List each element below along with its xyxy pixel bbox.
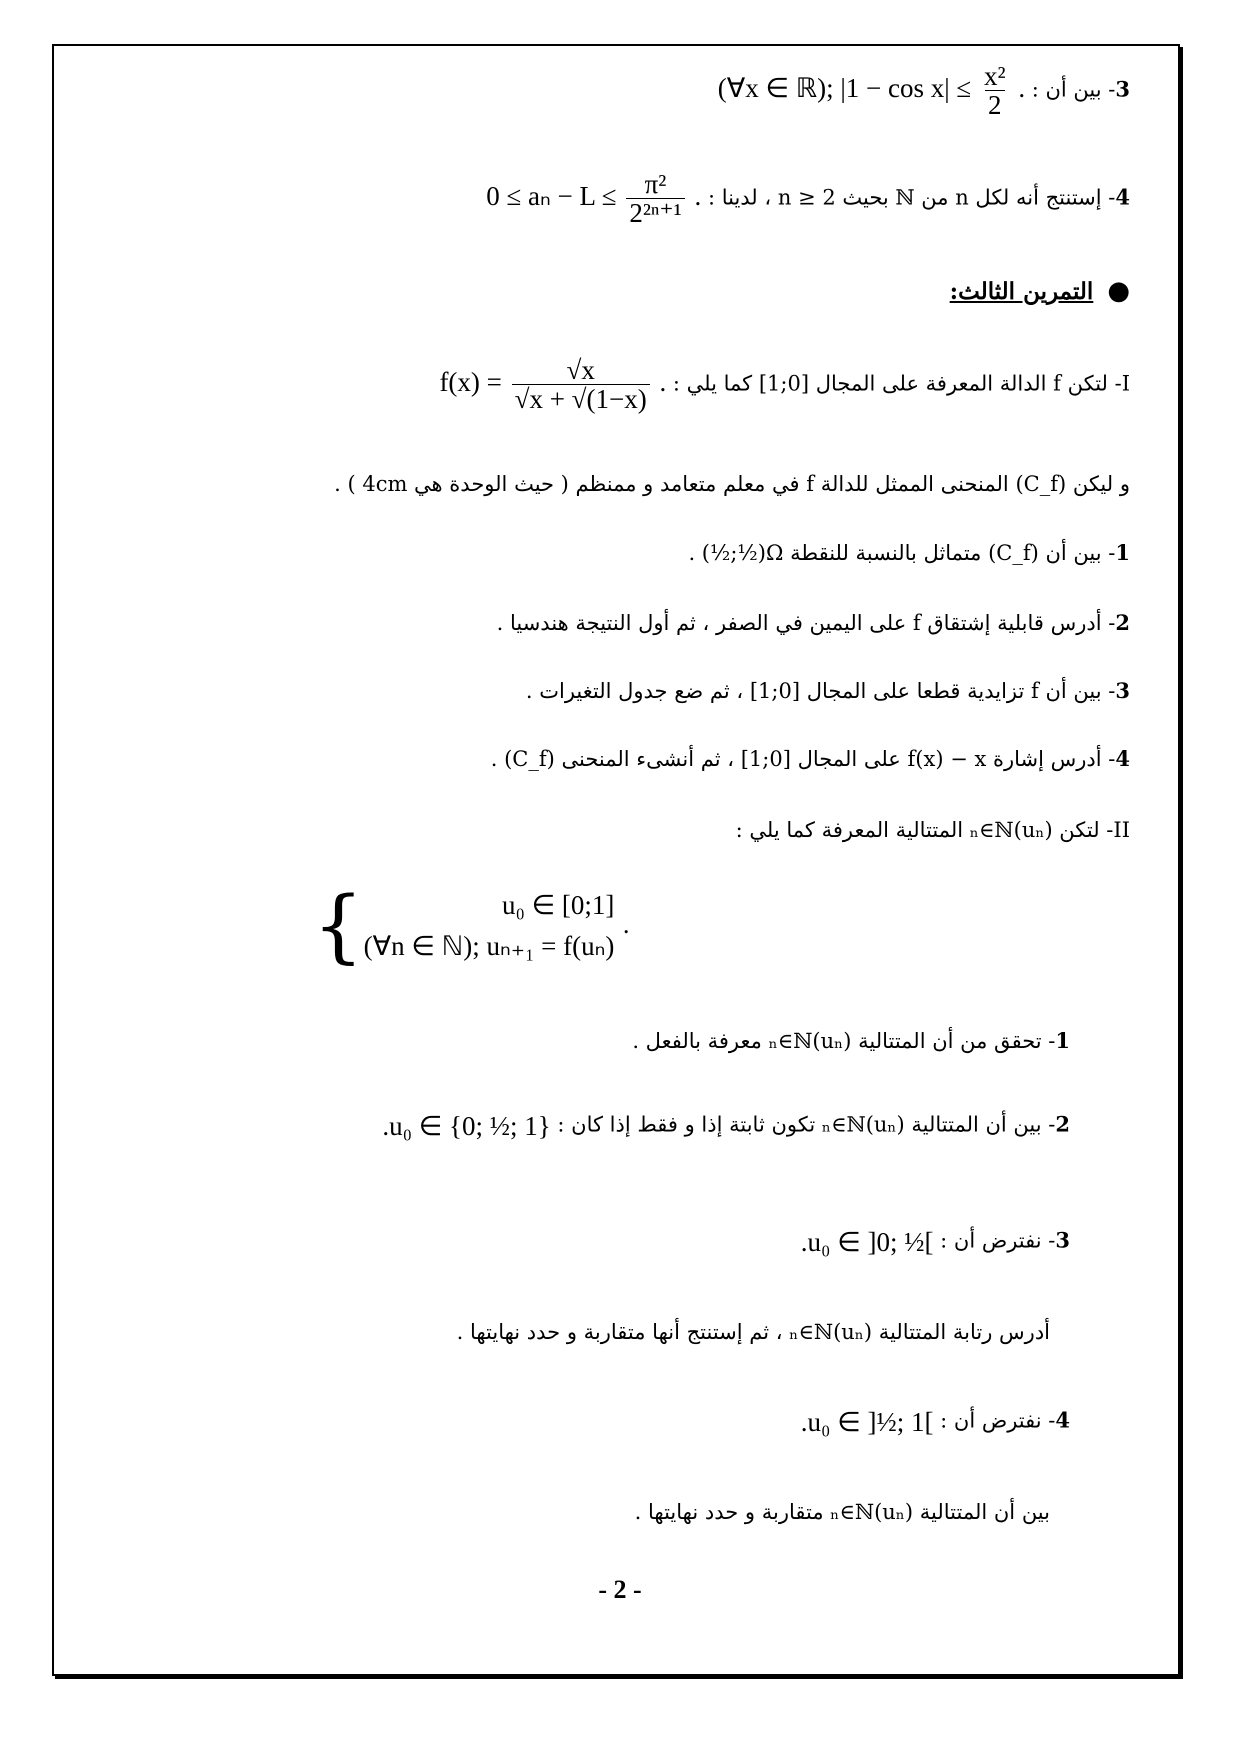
part-1-fraction [512,356,650,414]
part-2-question-4-number: 4 [1055,1407,1070,1433]
part-2-question-1 [0,1028,1240,1054]
part-2-question-4 [0,1406,1240,1438]
question-3-formula-left: (∀x ∈ ℝ); |1 − cos x| ≤ [717,73,972,104]
part-2-question-3-sub: أدرس رتابة المتتالية (uₙ)ₙ∈ℕ ، ثم إستنتج أنها متقاربة و حدد نهايتها . [456,1320,1050,1344]
sequence-system [0,878,1240,972]
part-1-question-2-number: 2 [1115,610,1130,635]
part-2-question-1-text: - تحقق من أن المتتالية (uₙ)ₙ∈ℕ معرفة بالفعل . [632,1029,1056,1053]
part-2-question-3-formula: u₀ ∈ ]0; ½[ [807,1227,934,1257]
part-2-definition: II- لتكن (uₙ)ₙ∈ℕ المتتالية المعرفة كما يلي : [735,818,1130,842]
exercise-3-title: التمرين الثالث: [949,278,1094,305]
part-1-question-4 [0,746,1240,772]
part-2-question-4-text: - نفترض أن : [940,1408,1056,1433]
part-2-question-3-number: 3 [1055,1227,1070,1253]
bullet-icon: ● [1107,276,1130,306]
question-3-formula: (∀x ∈ ℝ); |1 − cos x| ≤ $\frac{\text{x²}}{2}$ . [717,61,1026,121]
question-3-text: - بين أن : [1031,77,1116,102]
question-4-formula-left: 0 ≤ aₙ − L ≤ [486,181,617,212]
part-1-question-2-text: - أدرس قابلية إشتقاق f على اليمين في الصفر ، ثم أول النتيجة هندسيا . [496,611,1116,635]
part-1-question-1-text: - بين أن (C_f) متماثل بالنسبة للنقطة Ω(½;½) . [688,541,1116,565]
exercise-3-heading [0,276,1240,307]
part-1-definition [0,356,1240,414]
part-1-question-3-number: 3 [1115,678,1130,703]
period: . [800,1407,808,1437]
question-3-denominator: 2 [985,90,1005,119]
part-2-question-2-text: - بين أن المتتالية (uₙ)ₙ∈ℕ تكون ثابتة إذا و فقط إذا كان : [557,1112,1056,1137]
part-2-question-3-text: - نفترض أن : [940,1228,1056,1253]
part-1-formula: f(x) = $\frac{√x}{√x + √(1-x)}$ . [439,355,667,415]
question-4-numerator: π² [644,169,667,199]
question-3-numerator: x² [983,61,1006,91]
question-4-fraction [626,170,684,228]
period: . [622,911,630,940]
part-2-question-2-number: 2 [1055,1111,1070,1137]
page-number: - 2 - [598,1575,642,1604]
part-1-numerator: √x [566,355,595,385]
question-3 [0,62,1240,120]
part-1-question-2 [0,610,1240,636]
part-2-question-1-number: 1 [1055,1028,1070,1053]
question-4-formula: 0 ≤ aₙ − L ≤ $\frac{\text{π²}}{\text{2²ⁿ⁺¹}}$ . [486,169,702,229]
question-4-denominator: 2²ⁿ⁺¹ [626,198,684,227]
period: . [382,1111,390,1141]
brace-icon: { [312,878,364,972]
curve-definition: و ليكن (C_f) المنحنى الممثل للدالة f في معلم متعامد و ممنظم ( حيث الوحدة هي 4cm ) . [334,472,1130,496]
part-1-denominator: √x + √(1−x) [512,384,650,413]
part-1-question-1 [0,540,1240,566]
part-1-question-3-text: - بين أن f تزايدية قطعا على المجال [0;1] ، ثم ضع جدول التغيرات . [525,679,1116,703]
period: . [800,1227,808,1257]
part-1-text: I- لتكن f الدالة المعرفة على المجال [0;1] كما يلي : [672,371,1130,396]
part-2-question-3 [0,1226,1240,1258]
part-2-question-2 [0,1110,1240,1142]
question-4-number: 4 [1115,184,1130,210]
part-2-question-2-formula: u₀ ∈ {0; ½; 1} [389,1111,551,1141]
question-3-fraction [981,62,1009,120]
sequence-system-line-2: (∀n ∈ ℕ); uₙ₊₁ = f(uₙ) [363,930,615,961]
sequence-system-lines [364,885,615,966]
question-4-text: - إستنتج أنه لكل n من ℕ بحيث n ≥ 2 ، لدينا : [707,185,1116,210]
question-4 [0,170,1240,228]
part-1-formula-left: f(x) = [439,367,502,398]
part-2-question-4-formula: u₀ ∈ ]½; 1[ [807,1407,934,1437]
part-1-question-1-number: 1 [1115,540,1130,565]
part-1-question-4-number: 4 [1115,746,1130,771]
part-1-question-3 [0,678,1240,704]
sequence-system-line-1: u₀ ∈ [0;1] [501,890,615,920]
question-3-number: 3 [1115,76,1130,102]
part-1-question-4-text: - أدرس إشارة f(x) − x على المجال [0;1] ، ثم أنشىء المنحنى (C_f) . [490,747,1116,771]
part-2-question-4-sub: بين أن المتتالية (uₙ)ₙ∈ℕ متقاربة و حدد نهايتها . [634,1500,1050,1524]
sequence-system-block [312,878,630,972]
